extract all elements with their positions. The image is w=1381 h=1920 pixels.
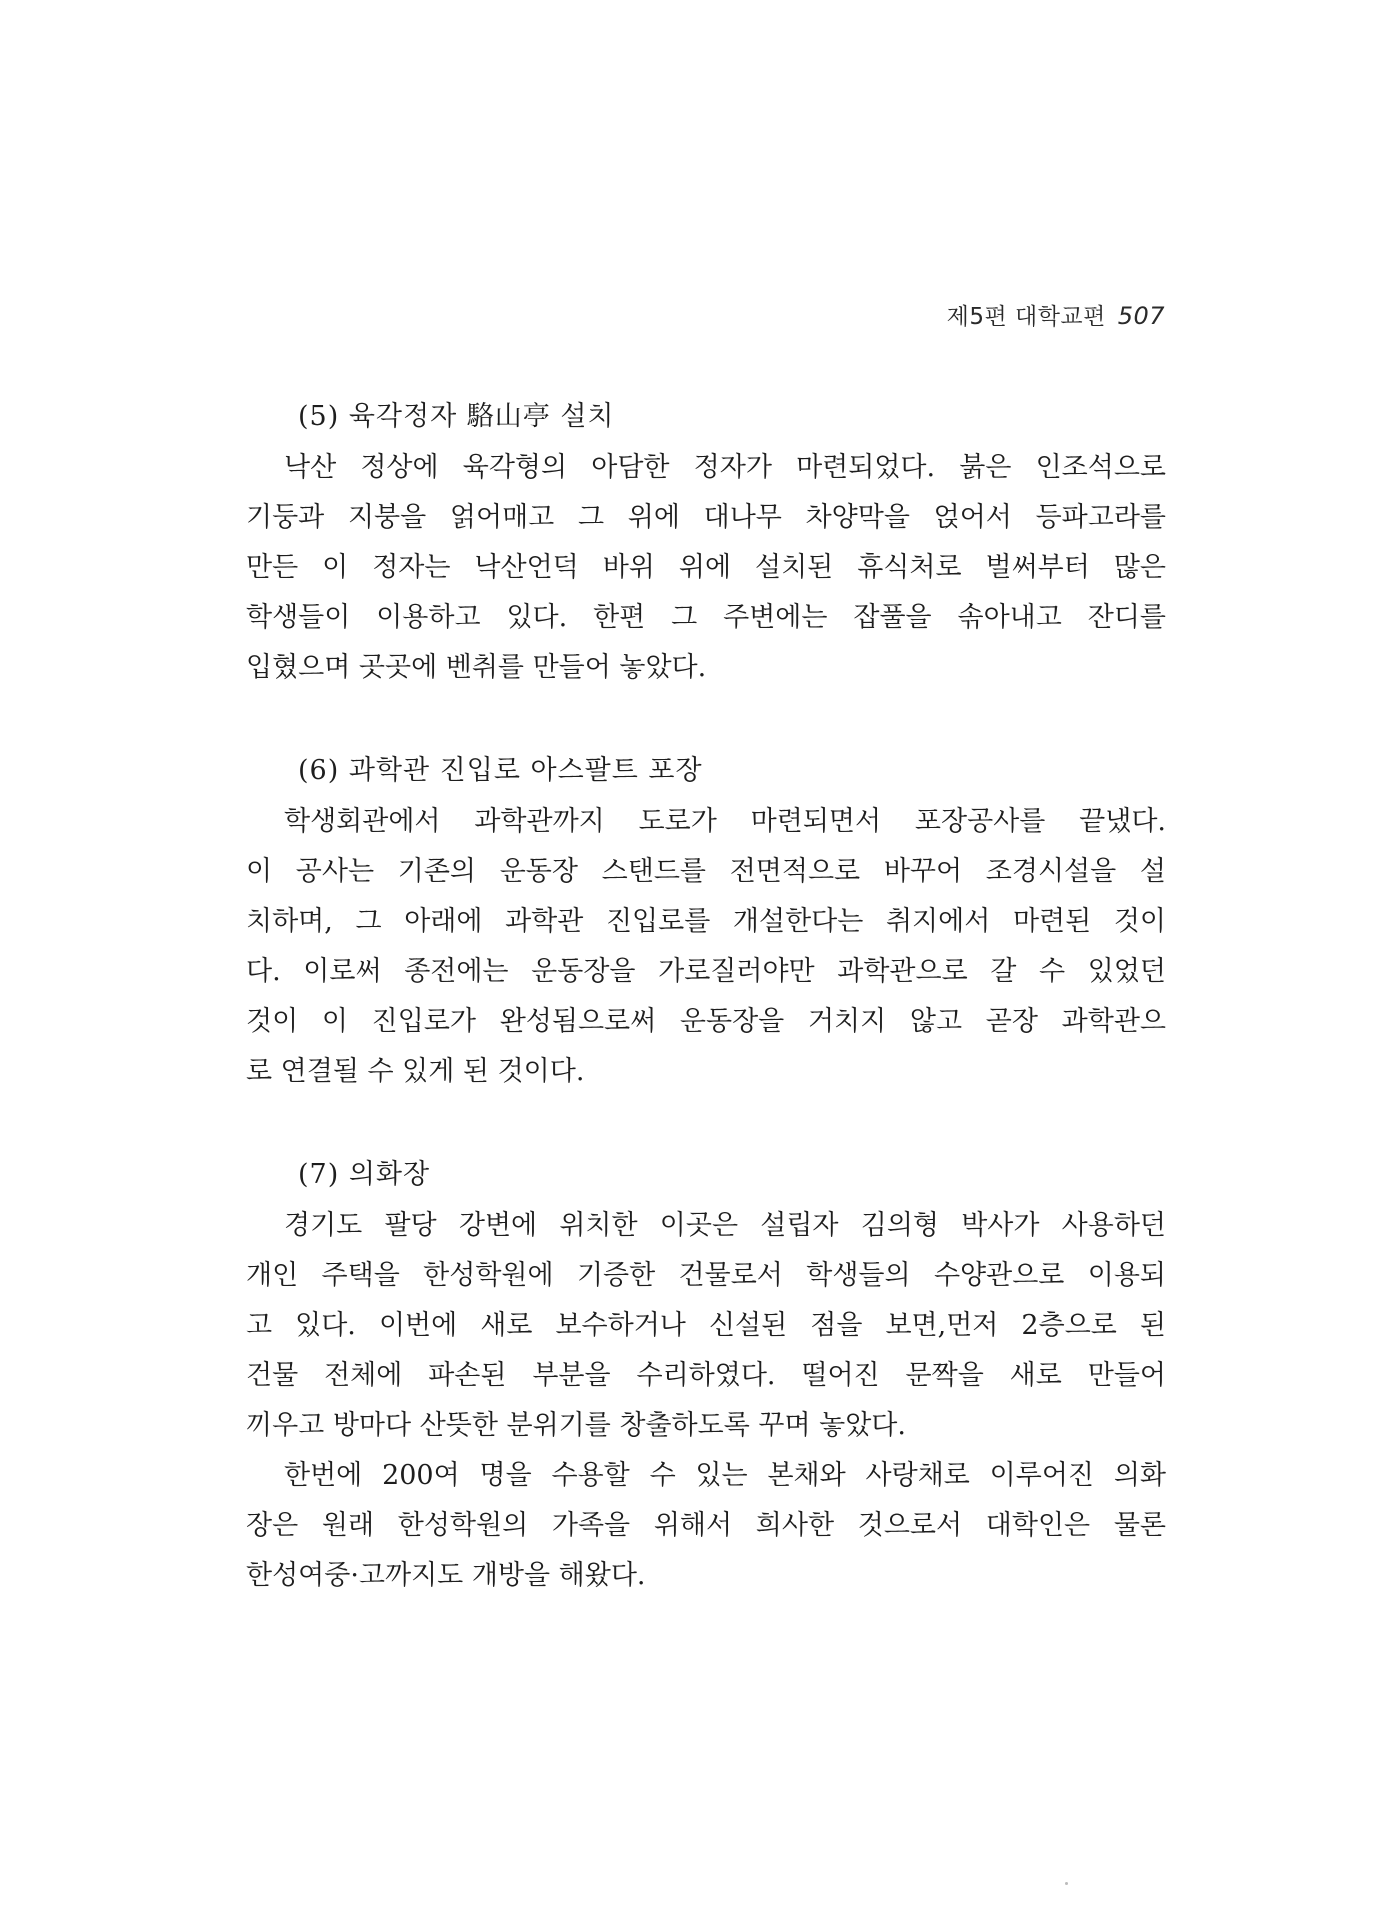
paragraph-line: 입혔으며 곳곳에 벤취를 만들어 놓았다. bbox=[246, 652, 707, 683]
header-title: 제5편 대학교편 bbox=[946, 304, 1106, 330]
paragraph-line: 한성여중·고까지도 개방을 해왔다. bbox=[246, 1560, 646, 1591]
section-uihwajang bbox=[246, 1153, 1166, 1601]
scan-speck bbox=[1065, 1882, 1068, 1885]
page-number: 507 bbox=[1117, 302, 1165, 330]
section-heading: (7) 의화장 bbox=[298, 1159, 431, 1190]
paragraph-line: 학생회관에서 과학관까지 도로가 마련되면서 포장공사를 끝냈다. bbox=[284, 806, 1166, 837]
paragraph-line: 건물 전체에 파손된 부분을 수리하였다. 떨어진 문짝을 새로 만들어 bbox=[246, 1360, 1166, 1391]
paragraph-line: 개인 주택을 한성학원에 기증한 건물로서 학생들의 수양관으로 이용되 bbox=[246, 1260, 1166, 1291]
section-hexagonal-pavilion bbox=[246, 395, 1166, 693]
paragraph-line: 기둥과 지붕을 얽어매고 그 위에 대나무 차양막을 얹어서 등파고라를 bbox=[246, 502, 1166, 533]
paragraph-line: 이 공사는 기존의 운동장 스탠드를 전면적으로 바꾸어 조경시설을 설 bbox=[246, 856, 1166, 887]
paragraph-line: 한번에 200여 명을 수용할 수 있는 본채와 사랑채로 이루어진 의화 bbox=[284, 1460, 1166, 1491]
paragraph-line: 경기도 팔당 강변에 위치한 이곳은 설립자 김의형 박사가 사용하던 bbox=[284, 1210, 1166, 1241]
page-body bbox=[246, 395, 1166, 1601]
paragraph-line: 낙산 정상에 육각형의 아담한 정자가 마련되었다. 붉은 인조석으로 bbox=[284, 452, 1166, 483]
paragraph-line: 로 연결될 수 있게 된 것이다. bbox=[246, 1056, 585, 1087]
section-heading: (5) 육각정자 駱山亭 설치 bbox=[298, 401, 615, 432]
running-header bbox=[947, 298, 1165, 331]
section-science-hall-road bbox=[246, 749, 1166, 1097]
paragraph-line: 고 있다. 이번에 새로 보수하거나 신설된 점을 보면,먼저 2층으로 된 bbox=[246, 1310, 1166, 1341]
section-heading: (6) 과학관 진입로 아스팔트 포장 bbox=[298, 755, 703, 786]
paragraph-line: 다. 이로써 종전에는 운동장을 가로질러야만 과학관으로 갈 수 있었던 bbox=[246, 956, 1166, 987]
paragraph-line: 학생들이 이용하고 있다. 한편 그 주변에는 잡풀을 솎아내고 잔디를 bbox=[246, 602, 1166, 633]
paragraph-line: 장은 원래 한성학원의 가족을 위해서 희사한 것으로서 대학인은 물론 bbox=[246, 1510, 1166, 1541]
paragraph-line: 치하며, 그 아래에 과학관 진입로를 개설한다는 취지에서 마련된 것이 bbox=[246, 906, 1166, 937]
paragraph-line: 것이 이 진입로가 완성됨으로써 운동장을 거치지 않고 곧장 과학관으 bbox=[246, 1006, 1166, 1037]
paragraph-line: 만든 이 정자는 낙산언덕 바위 위에 설치된 휴식처로 벌써부터 많은 bbox=[246, 552, 1166, 583]
paragraph-line: 끼우고 방마다 산뜻한 분위기를 창출하도록 꾸며 놓았다. bbox=[246, 1410, 906, 1441]
